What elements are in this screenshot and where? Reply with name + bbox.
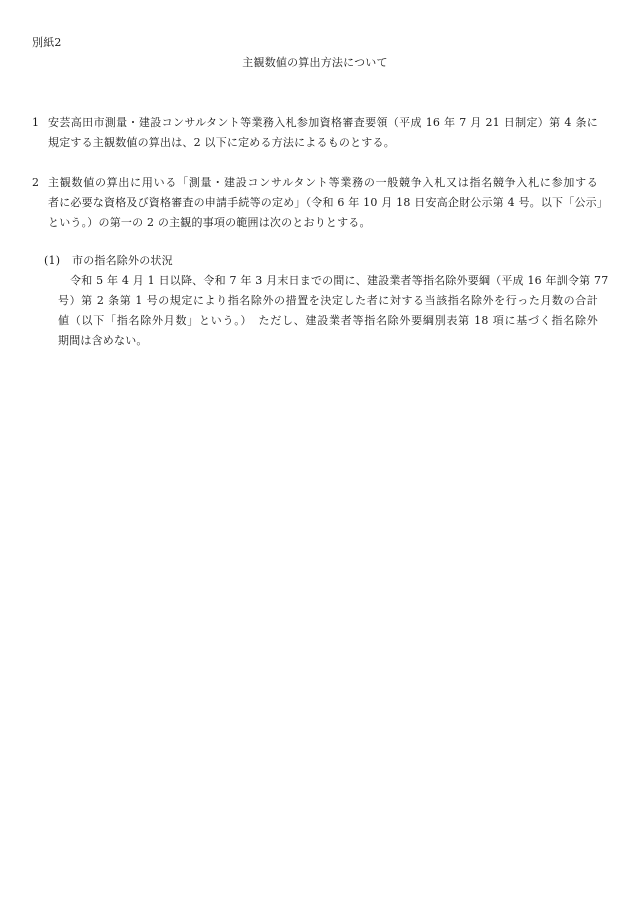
section-2-line-2: 者に必要な資格及び資格審査の申請手続等の定め」（令和 6 年 10 月 18 日安高企財公示第 4 号。以下「公示」 [48,196,609,209]
annex-label: 別紙2 [32,36,62,49]
subsection-1-line-3: 値（以下「指名除外月数」という。） ただし、建設業者等指名除外要綱別表第 18 項に基づく指名除外 [58,314,598,327]
section-2-number: 2 [32,176,40,189]
section-2-line-3: という。）の第一の 2 の主観的事項の範囲は次のとおりとする。 [48,216,371,229]
subsection-1-line-4: 期間は含めない。 [58,334,148,347]
document-title-text: 主観数値の算出方法について [242,56,388,69]
subsection-1-line-1: 令和 5 年 4 月 1 日以降、令和 7 年 3 月末日までの間に、建設業者等指名除外要綱（平成 16 年訓令第 77 [70,274,609,287]
section-1-line-1: 安芸高田市測量・建設コンサルタント等業務入札参加資格審査要領（平成 16 年 7 月 21 日制定）第 4 条に [48,116,598,129]
subsection-1-heading: 市の指名除外の状況 [72,254,173,267]
section-1-line-2: 規定する主観数値の算出は、2 以下に定める方法によるものとする。 [48,136,395,149]
section-2-line-1: 主観数値の算出に用いる「測量・建設コンサルタント等業務の一般競争入札又は指名競争入札に参加する [48,176,598,189]
document-title [0,56,630,70]
subsection-1-line-2: 号）第 2 条第 1 号の規定により指名除外の措置を決定した者に対する当該指名除外を行った月数の合計 [58,294,598,307]
subsection-1-number: (1) [44,254,61,267]
section-1-number: 1 [32,116,40,129]
